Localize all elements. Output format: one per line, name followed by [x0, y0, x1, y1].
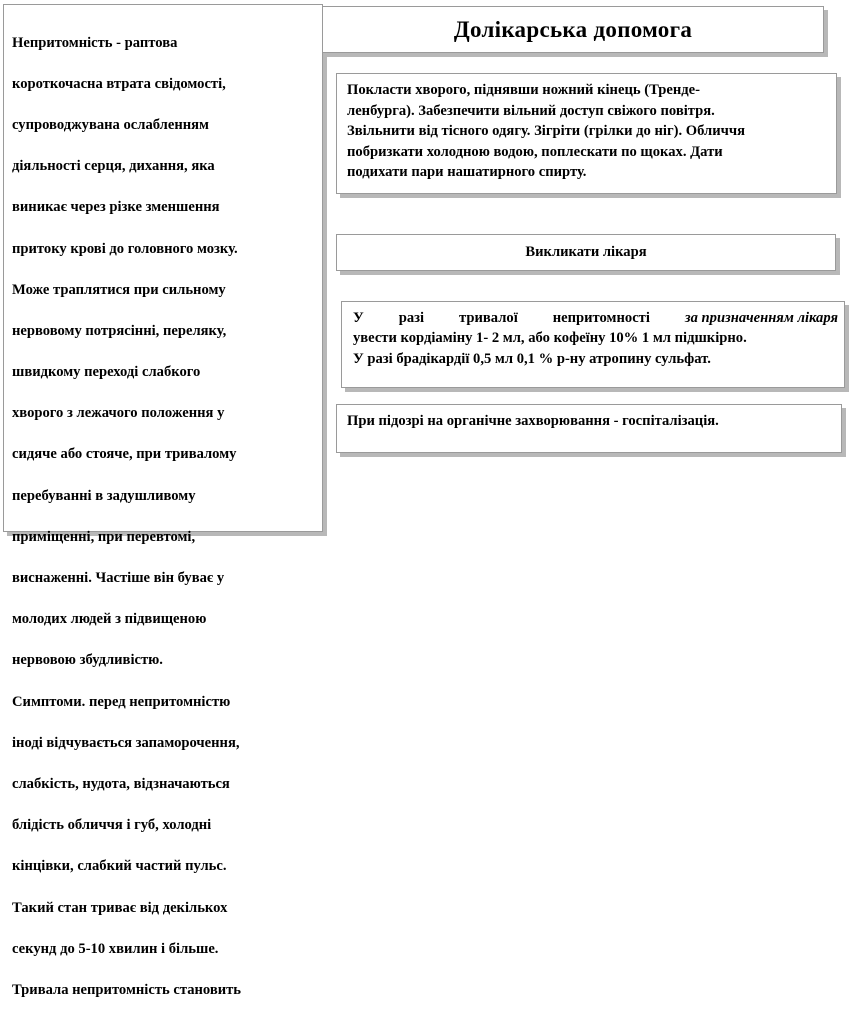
- step-line: побризкати холодною водою, поплескати по щоках. Дати: [347, 143, 723, 160]
- description-line: секунд до 5-10 хвилин і більше.: [12, 940, 219, 957]
- step-line: У разі брадікардії 0,5 мл 0,1 % р-ну атропину сульфат.: [353, 350, 711, 367]
- step-word: У: [353, 310, 364, 326]
- description-line: діяльності серця, дихання, яка: [12, 158, 215, 175]
- step-line: Покласти хворого, піднявши ножний кінець (Тренде-: [347, 82, 700, 98]
- description-panel: [3, 4, 323, 998]
- description-line: швидкому переході слабкого: [12, 364, 201, 381]
- description-line: Симптоми. перед непритомністю: [12, 693, 231, 710]
- first-aid-step-medication: [341, 301, 845, 388]
- description-line: кінцівки, слабкий частий пульс.: [12, 858, 227, 875]
- first-aid-step-positioning: [336, 73, 837, 194]
- first-aid-step-hospitalization: При підозрі на органічне захворювання - госпіталізація.: [336, 404, 842, 453]
- description-line: короткочасна втрата свідомості,: [12, 75, 226, 92]
- description-line: виникає через різке зменшення: [12, 199, 220, 216]
- step-italic-phrase: за призначенням лікаря: [684, 310, 838, 326]
- description-line: Такий стан триває від декількох: [12, 899, 228, 916]
- description-line: молодих людей з підвищеною: [12, 611, 207, 628]
- description-line: перебуванні в задушливому: [12, 487, 196, 504]
- description-line: Непритомність - раптова: [12, 34, 178, 51]
- description-line: нервовому потрясінні, переляку,: [12, 322, 227, 339]
- description-line: блідість обличчя і губ, холодні: [12, 817, 212, 834]
- description-line: виснаженні. Частіше він буває у: [12, 570, 225, 587]
- description-line: супроводжувана ослабленням: [12, 116, 210, 133]
- description-line: сидяче або стояче, при тривалому: [12, 446, 237, 463]
- step-line: [353, 308, 838, 328]
- step-line: ленбурга). Забезпечити вільний доступ свіжого повітря.: [347, 102, 715, 119]
- description-line: слабкість, нудота, відзначаються: [12, 775, 230, 792]
- step-word: разі: [398, 310, 425, 326]
- step-line: увести кордіаміну 1- 2 мл, або кофеїну 10% 1 мл підшкірно.: [353, 330, 747, 347]
- description-text: [12, 12, 316, 1021]
- step-line: Звільнити від тісного одягу. Зігріти (грілки до ніг). Обличчя: [347, 123, 745, 140]
- step-line: подихати пари нашатирного спирту.: [347, 164, 587, 181]
- first-aid-step-call-doctor: Викликати лікаря: [336, 234, 836, 271]
- description-line: Тривала непритомність становить: [12, 981, 242, 998]
- description-line: притоку крові до головного мозку.: [12, 240, 238, 257]
- description-line: нервовою збудливістю.: [12, 652, 163, 669]
- step-word: непритомності: [552, 310, 650, 326]
- description-line: іноді відчувається запаморочення,: [12, 734, 240, 751]
- description-line: приміщенні, при перевтомі,: [12, 528, 196, 545]
- step-word: тривалої: [459, 310, 518, 326]
- page-title: Долікарська допомога: [322, 6, 824, 53]
- description-line: Може траплятися при сильному: [12, 281, 226, 298]
- description-line: хворого з лежачого положення у: [12, 405, 225, 422]
